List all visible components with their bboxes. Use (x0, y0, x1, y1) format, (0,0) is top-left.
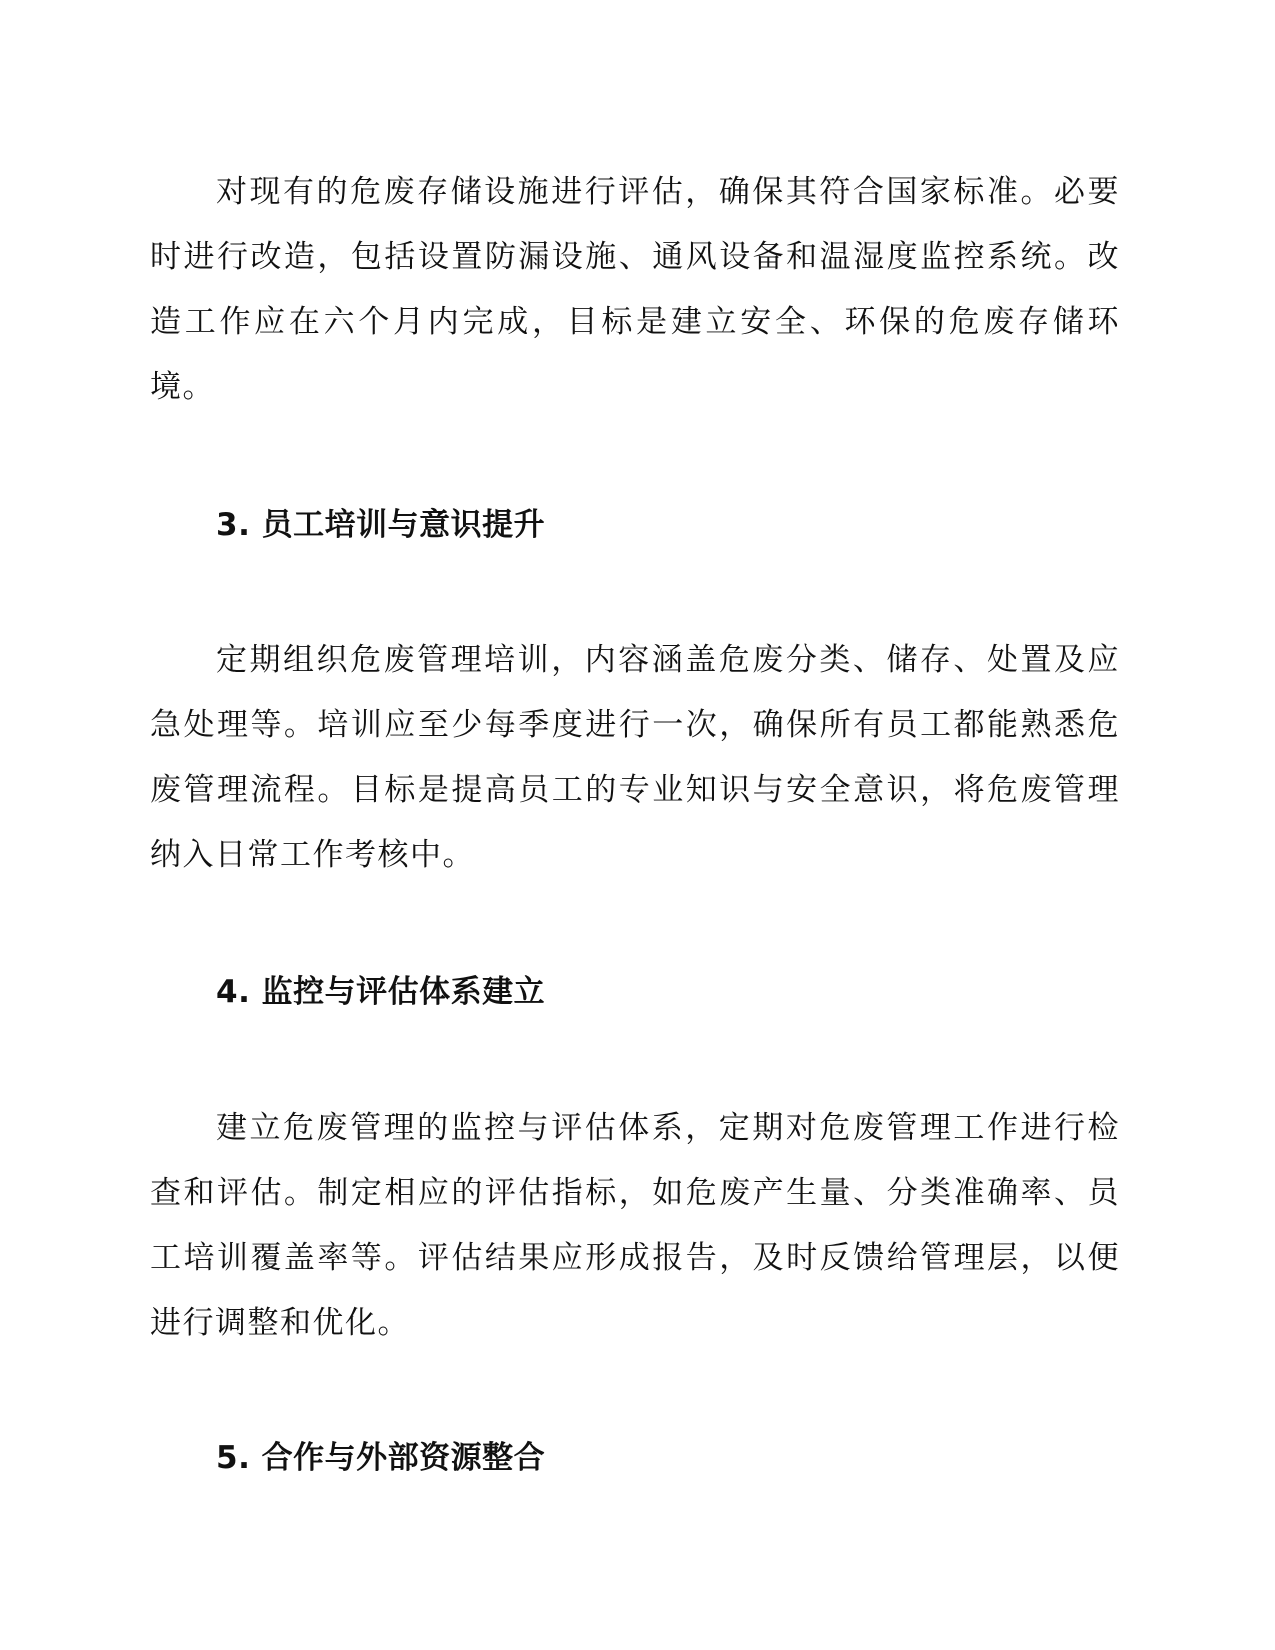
paragraph-monitoring: 建立危废管理的监控与评估体系，定期对危废管理工作进行检查和评估。制定相应的评估指标，如危废产生量、分类准确率、员工培训覆盖率等。评估结果应形成报告，及时反馈给管理层，以便进行调整和优化。 (150, 1110, 1120, 1341)
section-heading-cooperation: 5. 合作与外部资源整合 (216, 1440, 546, 1476)
paragraph-storage-facility: 对现有的危废存储设施进行评估，确保其符合国家标准。必要时进行改造，包括设置防漏设施、通风设备和温湿度监控系统。改造工作应在六个月内完成，目标是建立安全、环保的危废存储环境。 (150, 174, 1120, 405)
paragraph-staff-training: 定期组织危废管理培训，内容涵盖危废分类、储存、处置及应急处理等。培训应至少每季度进行一次，确保所有员工都能熟悉危废管理流程。目标是提高员工的专业知识与安全意识，将危废管理纳入日常工作考核中。 (150, 642, 1120, 873)
section-heading-staff-training: 3. 员工培训与意识提升 (216, 507, 546, 543)
section-heading-monitoring: 4. 监控与评估体系建立 (216, 974, 546, 1010)
